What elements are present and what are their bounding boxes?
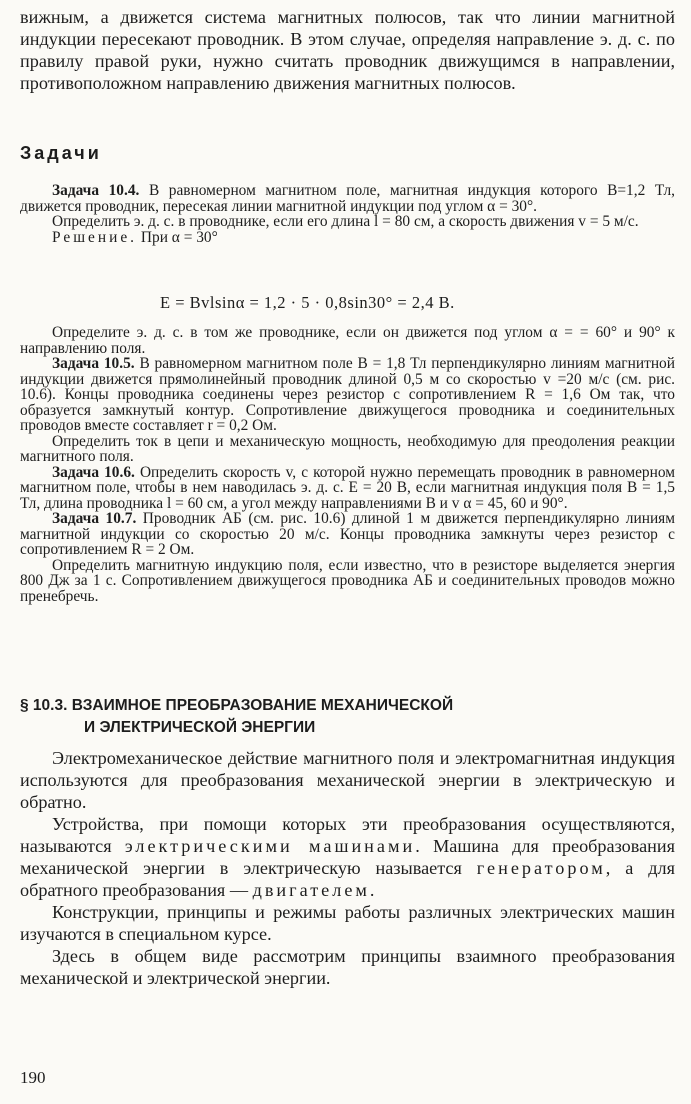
p2-text-a: Устройства, при помощи которых эти преобразования осуществляются, называются (20, 814, 675, 856)
body-paragraph-4: Здесь в общем виде рассмотрим принципы взаимного преобразования механической и электрической энергии. (20, 946, 675, 988)
term-electric-machines: электрическими машинами (124, 836, 416, 856)
problem-10-6-title: Задача 10.6. (52, 463, 135, 481)
body-paragraph-2 (20, 813, 675, 901)
problem-10-4 (20, 183, 675, 245)
section-body (20, 747, 675, 989)
solution-text: При α = 30° (140, 228, 218, 246)
intro-paragraph: вижным, а движется система магнитных полюсов, так что линии магнитной индукции пересекают проводник. В этом случае, определяя направление э. д. с. по правилу правой руки, нужно считать проводник движущимся в направлении, противоположном направлению движения магнитных полюсов. (20, 7, 675, 93)
term-motor: двигателем (252, 880, 370, 900)
problems-continued (20, 325, 675, 604)
problem-10-4-title: Задача 10.4. (52, 182, 140, 199)
section-title-line-1: § 10.3. ВЗАИМНОЕ ПРЕОБРАЗОВАНИЕ МЕХАНИЧЕСКОЙ (20, 697, 454, 714)
problem-10-4-statement (20, 183, 675, 214)
problem-10-4-followup: Определите э. д. с. в том же проводнике, если он движется под углом α = = 60° и 90° к направлению поля. (20, 324, 675, 357)
problem-10-7-text: Проводник АБ (см. рис. 10.6) длиной 1 м движется перпендикулярно линиям магнитной индукции со скоростью 20 м/с. Концы проводника замкнуты через резистор с сопротивлением R = 2 Ом. (20, 510, 676, 558)
section-heading (20, 695, 453, 739)
problem-10-7-statement (20, 511, 675, 558)
problem-10-6-statement (20, 465, 675, 512)
problem-10-5-statement (20, 356, 675, 434)
problems-heading: Задачи (20, 143, 102, 163)
problem-10-4-text: В равномерном магнитном поле, магнитная индукция которого B=1,2 Тл, движется проводник, пересекая линии магнитной индукции под углом α = 30°. (20, 182, 675, 215)
body-paragraph-1: Электромеханическое действие магнитного поля и электромагнитная индукция используются для преобразования механической энергии в электрическую и обратно. (20, 748, 675, 812)
problem-10-4-formula: E = Bvlsinα = 1,2 · 5 · 0,8sin30° = 2,4 В. (160, 293, 455, 312)
p2-text-c: , а для обратного преобразования — (20, 858, 675, 900)
problem-10-5-title: Задача 10.5. (52, 355, 135, 372)
p2-text-b: . Машина для преобразования механической энергии в электрическую называется (20, 836, 676, 878)
problem-10-4-solution (20, 230, 675, 246)
p2-text-d: . (369, 880, 375, 900)
term-generator: генератором (476, 858, 606, 878)
body-paragraph-3: Конструкции, принципы и режимы работы различных электрических машин изучаются в специальном курсе. (20, 902, 675, 944)
problem-10-5-question: Определить ток в цепи и механическую мощность, необходимую для преодоления реакции магнитного поля. (20, 432, 675, 465)
problem-10-5-text: В равномерном магнитном поле B = 1,8 Тл перпендикулярно линиям магнитной индукции движется прямолинейный проводник длиной 0,5 м со скоростью v =20 м/с (см. рис. 10.6). Концы проводника соединены через резистор с сопротивлением R = 1,6 Ом так, что образуется замкнутый контур. Сопротивление движущегося проводника и соединительных проводов вместе составляет r = 0,2 Ом. (20, 355, 675, 434)
problem-10-7-title: Задача 10.7. (52, 510, 137, 527)
solution-label: Решение. (52, 228, 138, 246)
page-number: 190 (20, 1068, 46, 1087)
problem-10-7-question: Определить магнитную индукцию поля, если известно, что в резисторе выделяется энергия 800 Дж за 1 с. Сопротивлением движущегося проводника АБ и соединительных проводов можно пренебречь. (20, 556, 675, 605)
section-title-line-2: И ЭЛЕКТРИЧЕСКОЙ ЭНЕРГИИ (84, 719, 316, 736)
problem-10-4-question: Определить э. д. с. в проводнике, если его длина l = 80 см, а скорость движения v = 5 м/с. (52, 213, 639, 230)
problem-10-6-text: Определить скорость v, с которой нужно перемещать проводник в равномерном магнитном поле, чтобы в нем наводилась э. д. с. E = 20 В, если магнитная индукция поля B = 1,5 Тл, длина проводника l = 60 см, а угол между направлениями B и v α = 45, 60 и 90°. (20, 463, 675, 512)
